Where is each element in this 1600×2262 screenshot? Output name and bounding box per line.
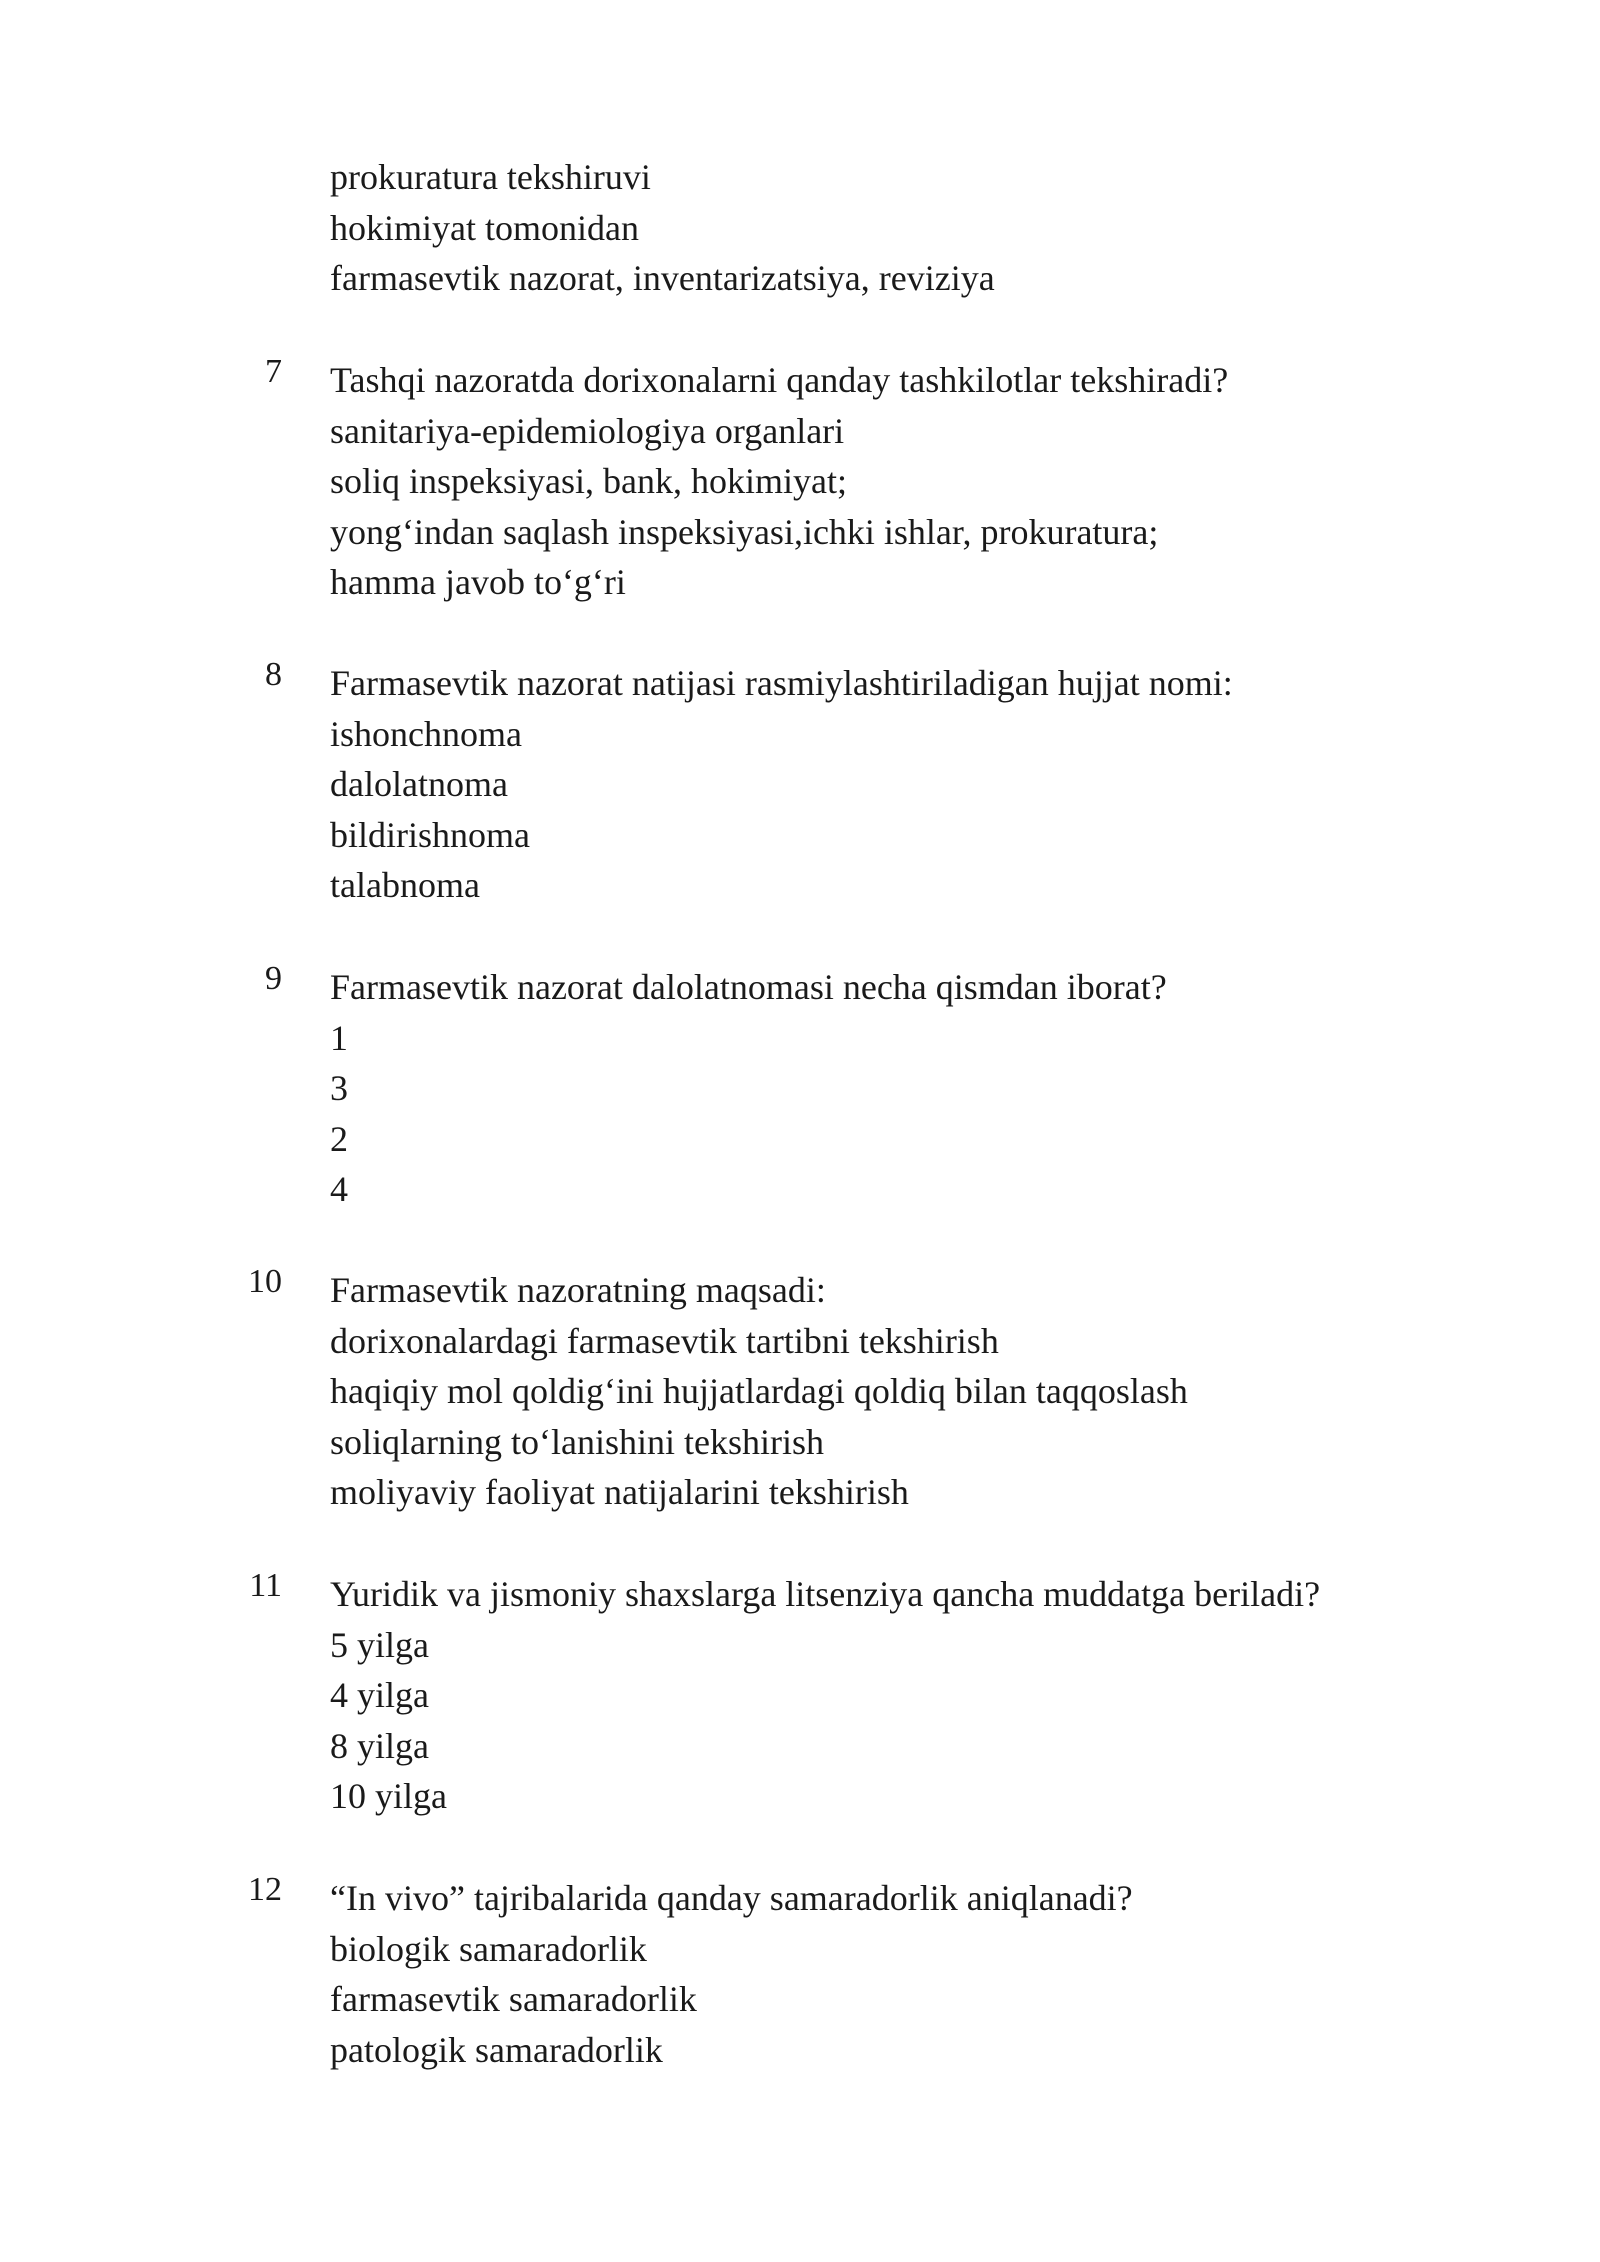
answer-option: 5 yilga: [330, 1624, 429, 1665]
answer-option: bildirishnoma: [330, 814, 530, 855]
answer-option: sanitariya-epidemiologiya organlari: [330, 410, 845, 451]
answer-option: dorixonalardagi farmasevtik tartibni tekshirish: [330, 1320, 999, 1361]
answer-option: biologik samaradorlik: [330, 1928, 647, 1969]
question-number: 10: [248, 1263, 282, 1300]
question-body: [330, 658, 1233, 911]
answer-option: 3: [330, 1068, 348, 1108]
question-number: 12: [248, 1871, 282, 1908]
answer-option: patologik samaradorlik: [330, 2029, 663, 2070]
answer-option: 10 yilga: [330, 1776, 447, 1816]
question-text: “In vivo” tajribalarida qanday samaradorlik aniqlanadi?: [330, 1878, 1133, 1918]
answer-option: moliyaviy faoliyat natijalarini tekshirish: [330, 1472, 909, 1512]
answer-option: hamma javob to‘g‘ri: [330, 562, 626, 602]
question-text: Farmasevtik nazorat natijasi rasmiylashtiriladigan hujjat nomi:: [330, 663, 1233, 703]
question-text: Farmasevtik nazoratning maqsadi:: [330, 1270, 826, 1310]
question-body: [330, 355, 1228, 608]
answer-option: talabnoma: [330, 865, 480, 905]
question-text: Farmasevtik nazorat dalolatnomasi necha qismdan iborat?: [330, 967, 1167, 1007]
question-number: 8: [265, 656, 282, 693]
answer-option: soliqlarning to‘lanishini tekshirish: [330, 1421, 824, 1462]
question-number: 7: [265, 353, 282, 390]
question-number: 11: [249, 1567, 282, 1604]
question-body: [330, 1873, 1133, 2075]
answer-option: 4 yilga: [330, 1675, 429, 1715]
answer-option: ishonchnoma: [330, 713, 522, 754]
question-text: Yuridik va jismoniy shaxslarga litsenziya qancha muddatga beriladi?: [330, 1574, 1321, 1614]
question-text: Tashqi nazoratda dorixonalarni qanday tashkilotlar tekshiradi?: [330, 360, 1229, 400]
answer-option: hokimiyat tomonidan: [330, 207, 639, 248]
answer-option: soliq inspeksiyasi, bank, hokimiyat;: [330, 461, 847, 501]
answer-option: haqiqiy mol qoldig‘ini hujjatlardagi qoldiq bilan taqqoslash: [330, 1371, 1188, 1411]
question-number: 9: [265, 960, 282, 997]
question-body: [330, 1569, 1320, 1822]
answer-option: 4: [330, 1169, 348, 1209]
answer-option: 1: [330, 1017, 348, 1058]
question-body: [330, 962, 1167, 1215]
answer-option: dalolatnoma: [330, 764, 508, 804]
answer-option: yong‘indan saqlash inspeksiyasi,ichki ishlar, prokuratura;: [330, 511, 1159, 552]
answer-option: farmasevtik nazorat, inventarizatsiya, reviziya: [330, 258, 995, 298]
answer-option: prokuratura tekshiruvi: [330, 157, 651, 197]
answer-option: 2: [330, 1118, 348, 1159]
question-body: [330, 1265, 1188, 1518]
previous-question-options: [330, 152, 995, 304]
answer-option: farmasevtik samaradorlik: [330, 1979, 697, 2019]
answer-option: 8 yilga: [330, 1725, 429, 1766]
